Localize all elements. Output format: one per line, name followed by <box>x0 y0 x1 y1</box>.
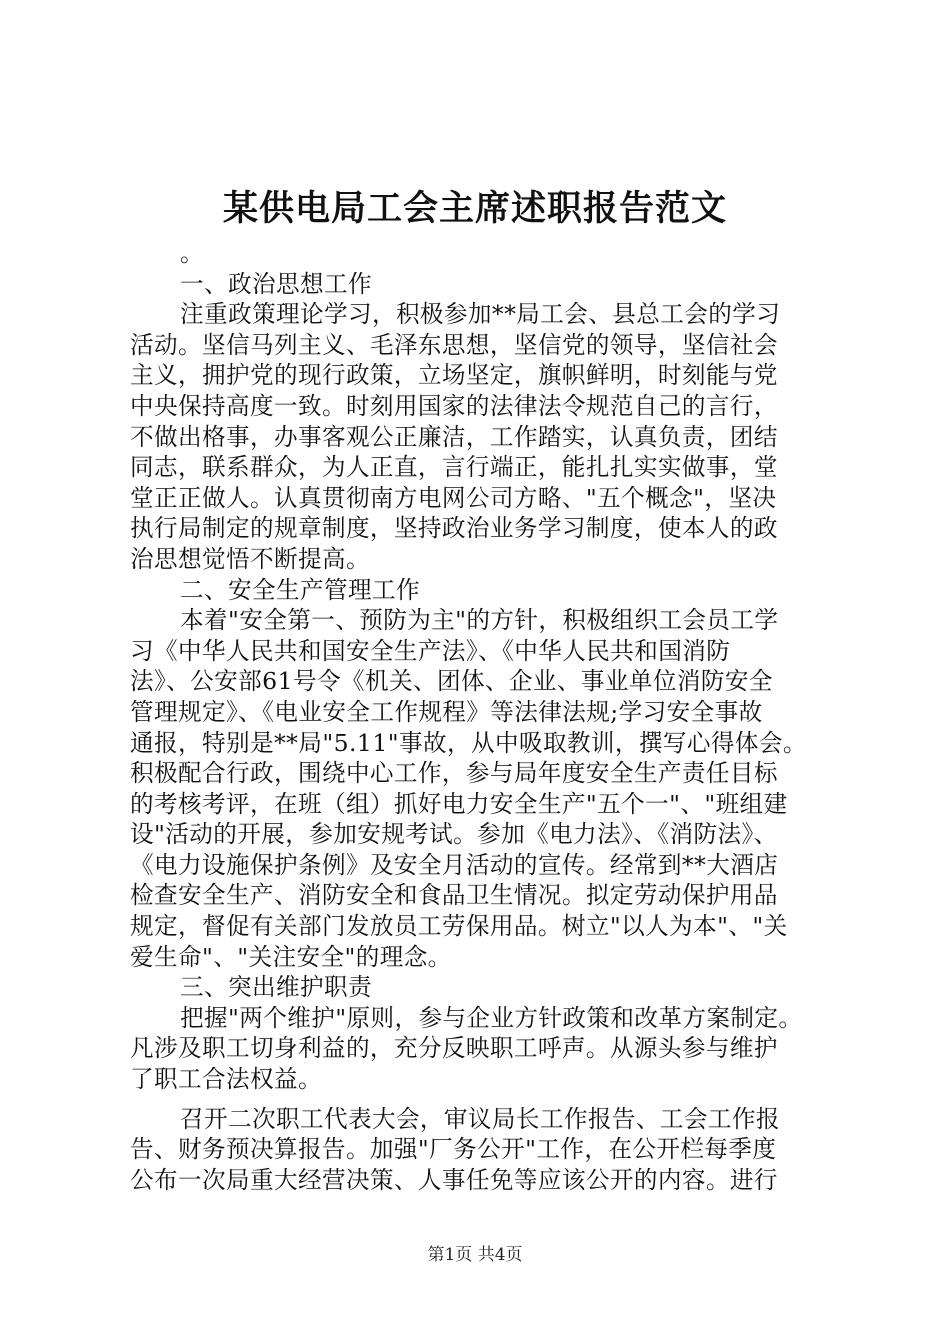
text-line: 习《中华人民共和国安全生产法》、《中华人民共和国消防 <box>130 636 731 665</box>
text-line: 凡涉及职工切身利益的，充分反映职工呼声。从源头参与维护 <box>130 1034 778 1063</box>
text-line: 通报，特别是**局"5.11"事故，从中吸取教训，撰写心得体会。 <box>130 728 807 757</box>
text-line: 《电力设施保护条例》及安全月活动的宣传。经常到**大酒店 <box>130 850 779 879</box>
document-title: 某供电局工会主席述职报告范文 <box>222 188 727 229</box>
text-line: 不做出格事，办事客观公正廉洁，工作踏实，认真负责，团结 <box>130 422 778 451</box>
text-line: 三、突出维护职责 <box>180 973 372 1002</box>
text-line: 同志，联系群众，为人正直，言行端正，能扎扎实实做事，堂 <box>130 453 778 482</box>
text-line: 公布一次局重大经营决策、人事任免等应该公开的内容。进行 <box>130 1165 778 1194</box>
text-line: 法》、公安部61号令《机关、团体、企业、事业单位消防安全 <box>130 667 773 696</box>
text-line: 中央保持高度一致。时刻用国家的法律法令规范自己的言行， <box>130 391 778 420</box>
text-line: 。 <box>180 239 204 267</box>
text-line: 爱生命"、"关注安全"的理念。 <box>130 942 452 971</box>
page-footer: 第1页 共4页 <box>427 1245 523 1265</box>
text-line: 把握"两个维护"原则，参与企业方针政策和改革方案制定。 <box>180 1003 803 1032</box>
text-line: 二、安全生产管理工作 <box>180 575 420 604</box>
text-line: 活动。坚信马列主义、毛泽东思想，坚信党的领导，坚信社会 <box>130 330 778 359</box>
text-line: 检查安全生产、消防安全和食品卫生情况。拟定劳动保护用品 <box>130 881 778 910</box>
document-body <box>130 238 830 1195</box>
text-line: 治思想觉悟不断提高。 <box>130 544 370 573</box>
text-line: 设"活动的开展，参加安规考试。参加《电力法》、《消防法》、 <box>130 820 778 849</box>
text-line: 管理规定》、《电业安全工作规程》等法律法规;学习安全事故 <box>130 697 763 726</box>
text-line: 的考核考评，在班（组）抓好电力安全生产"五个一"、"班组建 <box>130 789 788 818</box>
text-line: 规定，督促有关部门发放员工劳保用品。树立"以人为本"、"关 <box>130 912 788 941</box>
text-line: 积极配合行政，围绕中心工作，参与局年度安全生产责任目标 <box>130 759 778 788</box>
text-line: 一、政治思想工作 <box>180 269 372 298</box>
text-line: 召开二次职工代表大会，审议局长工作报告、工会工作报 <box>180 1104 780 1133</box>
text-line: 执行局制定的规章制度，坚持政治业务学习制度，使本人的政 <box>130 514 778 543</box>
text-line: 告、财务预决算报告。加强"厂务公开"工作，在公开栏每季度 <box>130 1135 777 1164</box>
text-line: 本着"安全第一、预防为主"的方针，积极组织工会员工学 <box>180 606 779 635</box>
text-line: 堂正正做人。认真贯彻南方电网公司方略、"五个概念"，坚决 <box>130 483 777 512</box>
text-line: 注重政策理论学习，积极参加**局工会、县总工会的学习 <box>180 300 781 329</box>
text-line: 了职工合法权益。 <box>130 1065 322 1094</box>
text-line: 主义，拥护党的现行政策，立场坚定，旗帜鲜明，时刻能与党 <box>130 361 778 390</box>
